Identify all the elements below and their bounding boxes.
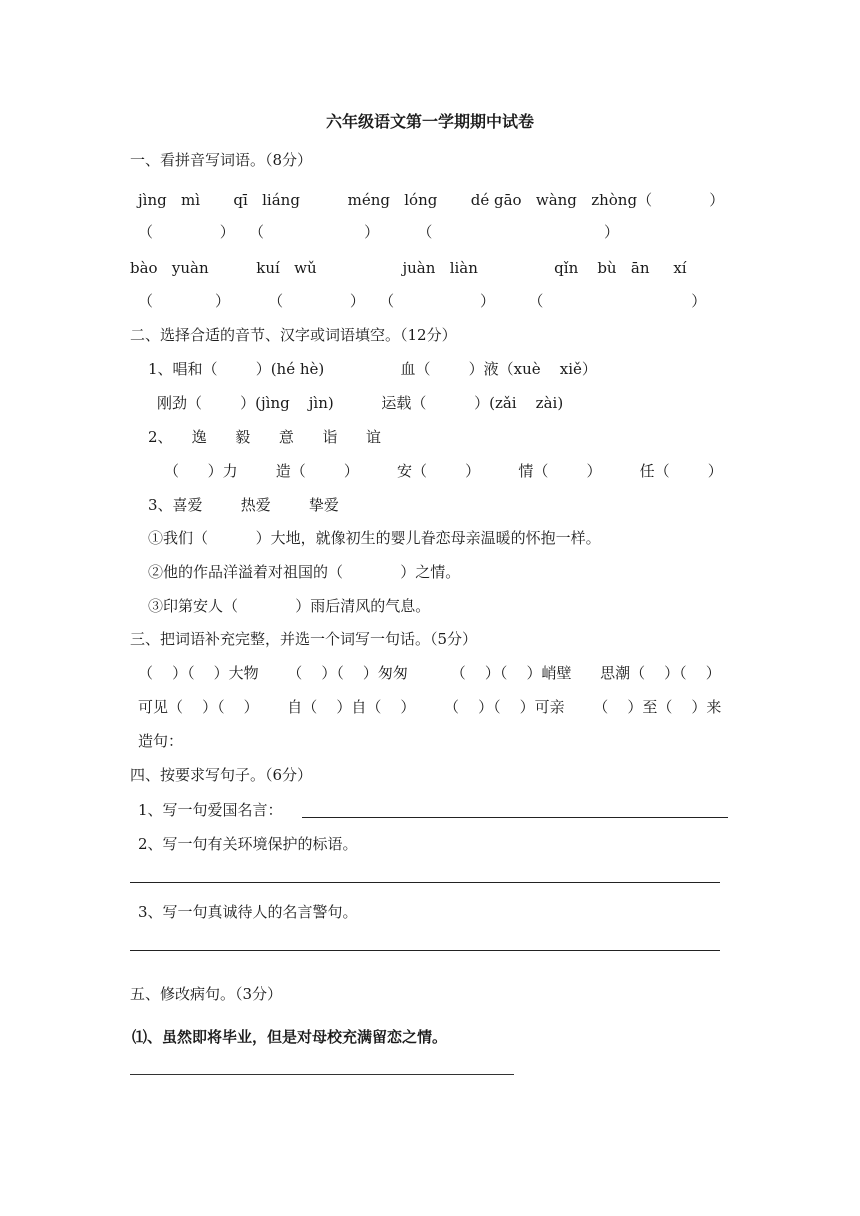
section-1-heading: 一、看拼音写词语。（8分） bbox=[130, 151, 313, 169]
section-4-heading: 四、按要求写句子。（6分） bbox=[130, 766, 313, 784]
q4-3-answer-line[interactable] bbox=[130, 950, 720, 951]
q4-2-prompt: 2、写一句有关环境保护的标语。 bbox=[138, 835, 358, 853]
q2-2-blanks[interactable]: （ ）力 造（ ） 安（ ） 情（ ） 任（ ） bbox=[164, 462, 723, 480]
q5-1-sentence: ⑴、虽然即将毕业，但是对母校充满留恋之情。 bbox=[132, 1028, 448, 1046]
q5-1-answer-line[interactable] bbox=[130, 1074, 514, 1075]
section-2-heading: 二、选择合适的音节、汉字或词语填空。（12分） bbox=[130, 326, 457, 344]
section-5-heading: 五、修改病句。（3分） bbox=[130, 985, 283, 1003]
q2-2-options: 2、 逸 毅 意 诣 谊 bbox=[148, 428, 382, 446]
make-sentence-label: 造句： bbox=[138, 732, 184, 750]
idiom-row-2[interactable]: 可见（ ）（ ） 自（ ）自（ ） （ ）（ ）可亲 （ ）至（ ）来 bbox=[138, 698, 722, 716]
pinyin-row-2: bào yuàn kuí wǔ juàn liàn qǐn bù ān xí bbox=[130, 259, 687, 277]
q2-3-sentence-a[interactable]: ①我们（ ）大地，就像初生的婴儿眷恋母亲温暖的怀抱一样。 bbox=[148, 529, 601, 547]
q4-1-answer-line[interactable] bbox=[302, 817, 728, 818]
q4-1-prompt: 1、写一句爱国名言： bbox=[138, 801, 283, 819]
q2-1-line-a[interactable]: 1、唱和（ ）(hé hè) 血（ ）液（xuè xiě） bbox=[148, 360, 597, 378]
q2-3-options: 3、喜爱 热爱 挚爱 bbox=[148, 496, 339, 514]
q2-3-sentence-c[interactable]: ③印第安人（ ）雨后清风的气息。 bbox=[148, 597, 431, 615]
q2-3-sentence-b[interactable]: ②他的作品洋溢着对祖国的（ ）之情。 bbox=[148, 563, 461, 581]
pinyin-row-1: jìng mì qī liáng méng lóng dé gāo wàng zhòng（ ） bbox=[138, 191, 725, 209]
q4-3-prompt: 3、写一句真诚待人的名言警句。 bbox=[138, 903, 358, 921]
idiom-row-1[interactable]: （ ）（ ）大物 （ ）（ ）匆匆 （ ）（ ）峭壁 思潮（ ）（ ） bbox=[138, 664, 721, 682]
answer-brackets-row-1[interactable]: （ ） （ ） （ ） bbox=[138, 223, 619, 241]
q2-1-line-b[interactable]: 刚劲（ ）(jìng jìn) 运载（ ）(zǎi zài) bbox=[157, 394, 564, 412]
page-title: 六年级语文第一学期期中试卷 bbox=[325, 112, 534, 131]
section-3-heading: 三、把词语补充完整，并选一个词写一句话。（5分） bbox=[130, 630, 478, 648]
q4-2-answer-line[interactable] bbox=[130, 882, 720, 883]
answer-brackets-row-2[interactable]: （ ） （ ） （ ） （ ） bbox=[138, 292, 707, 310]
